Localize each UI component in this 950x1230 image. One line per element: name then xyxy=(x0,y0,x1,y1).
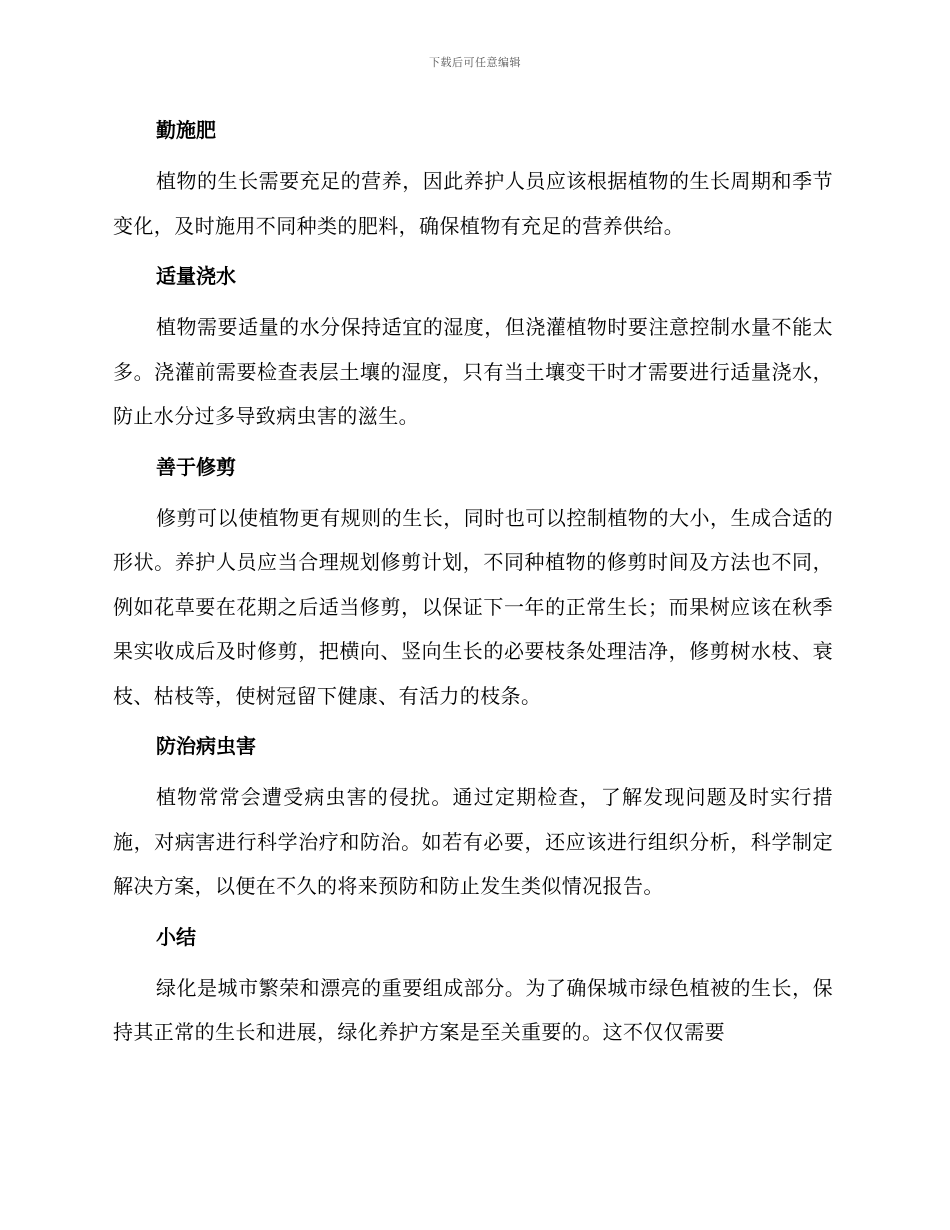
section-paragraph: 植物需要适量的水分保持适宜的湿度，但浇灌植物时要注意控制水量不能太多。浇灌前需要检查表层土壤的湿度，只有当土壤变干时才需要进行适量浇水，防止水分过多导致病虫害的滋生。 xyxy=(113,315,833,428)
section-heading: 适量浇水 xyxy=(156,264,236,288)
section-pest-control xyxy=(113,726,833,909)
section-paragraph: 植物常常会遭受病虫害的侵扰。通过定期检查，了解发现问题及时实行措施，对病害进行科学治疗和防治。如若有必要，还应该进行组织分析，科学制定解决方案，以便在不久的将来预防和防止发生类似情况报告。 xyxy=(113,785,833,898)
section-pruning xyxy=(113,447,833,719)
section-fertilize xyxy=(113,110,833,248)
section-paragraph: 修剪可以使植物更有规则的生长，同时也可以控制植物的大小，生成合适的形状。养护人员应当合理规划修剪计划，不同种植物的修剪时间及方法也不同，例如花草要在花期之后适当修剪，以保证下一年的正常生长；而果树应该在秋季果实收成后及时修剪，把横向、竖向生长的必要枝条处理洁净，修剪树水枝、衰枝、枯枝等，使树冠留下健康、有活力的枝条。 xyxy=(113,505,833,708)
section-summary xyxy=(113,917,833,1055)
section-heading: 小结 xyxy=(156,924,196,949)
section-heading: 勤施肥 xyxy=(156,118,216,142)
page-header-note: 下载后可任意编辑 xyxy=(429,56,521,69)
document-body xyxy=(113,110,833,1055)
section-heading: 善于修剪 xyxy=(156,454,236,479)
section-heading: 防治病虫害 xyxy=(156,734,256,758)
section-watering xyxy=(113,256,833,439)
section-paragraph: 绿化是城市繁荣和漂亮的重要组成部分。为了确保城市绿色植被的生长，保持其正常的生长和进展，绿化养护方案是至关重要的。这不仅仅需要 xyxy=(113,975,833,1044)
section-paragraph: 植物的生长需要充足的营养，因此养护人员应该根据植物的生长周期和季节变化，及时施用不同种类的肥料，确保植物有充足的营养供给。 xyxy=(113,169,833,238)
